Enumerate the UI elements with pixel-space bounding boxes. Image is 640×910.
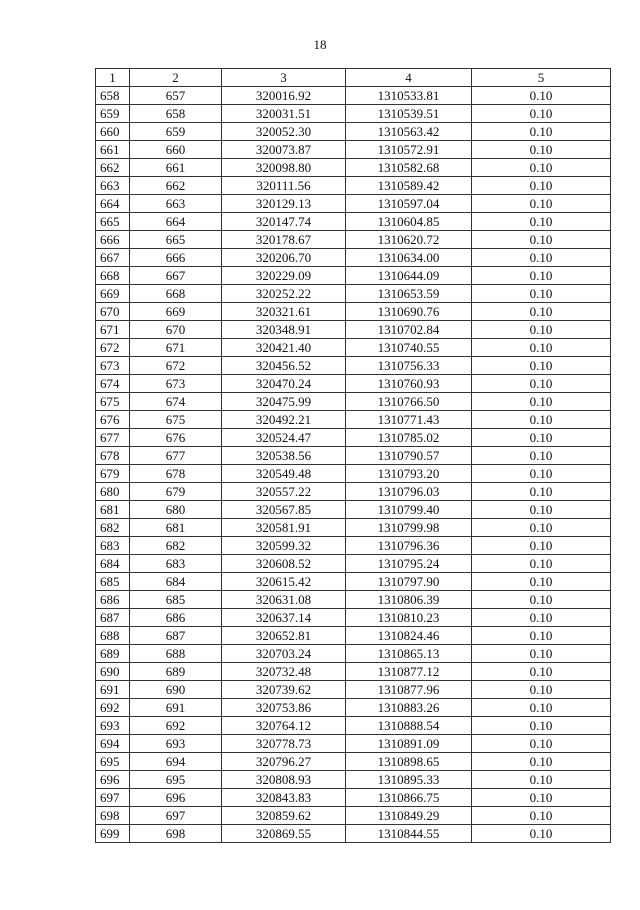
- table-row: [96, 159, 611, 177]
- table-row: [96, 429, 611, 447]
- table-cell: 320567.85: [222, 501, 346, 519]
- table-cell: 0.10: [472, 825, 611, 843]
- table-cell: 1310795.24: [346, 555, 472, 573]
- table-cell: 320111.56: [222, 177, 346, 195]
- table-cell: 0.10: [472, 483, 611, 501]
- table-cell: 1310620.72: [346, 231, 472, 249]
- table-cell: 1310796.36: [346, 537, 472, 555]
- table-body: [96, 87, 611, 843]
- table-cell: 660: [96, 123, 130, 141]
- table-cell: 693: [130, 735, 222, 753]
- table-cell: 661: [130, 159, 222, 177]
- table-cell: 674: [96, 375, 130, 393]
- table-cell: 688: [96, 627, 130, 645]
- table-cell: 1310563.42: [346, 123, 472, 141]
- table-cell: 687: [96, 609, 130, 627]
- table-cell: 685: [130, 591, 222, 609]
- table-cell: 669: [130, 303, 222, 321]
- table-row: [96, 339, 611, 357]
- table-row: [96, 141, 611, 159]
- table-cell: 320608.52: [222, 555, 346, 573]
- table-row: [96, 717, 611, 735]
- table-row: [96, 789, 611, 807]
- table-cell: 320753.86: [222, 699, 346, 717]
- table-cell: 1310883.26: [346, 699, 472, 717]
- table-row: [96, 285, 611, 303]
- table-cell: 1310582.68: [346, 159, 472, 177]
- table-cell: 1310824.46: [346, 627, 472, 645]
- table-cell: 320206.70: [222, 249, 346, 267]
- table-cell: 695: [96, 753, 130, 771]
- table-cell: 0.10: [472, 321, 611, 339]
- table-cell: 0.10: [472, 123, 611, 141]
- table-row: [96, 375, 611, 393]
- table-row: [96, 357, 611, 375]
- table-cell: 691: [96, 681, 130, 699]
- table-row: [96, 213, 611, 231]
- table-cell: 671: [96, 321, 130, 339]
- table-cell: 659: [96, 105, 130, 123]
- table-cell: 1310539.51: [346, 105, 472, 123]
- table-cell: 320631.08: [222, 591, 346, 609]
- table-cell: 672: [130, 357, 222, 375]
- table-cell: 1310790.57: [346, 447, 472, 465]
- table-cell: 0.10: [472, 357, 611, 375]
- table-cell: 1310634.00: [346, 249, 472, 267]
- table-cell: 320637.14: [222, 609, 346, 627]
- table-cell: 0.10: [472, 213, 611, 231]
- table-cell: 696: [96, 771, 130, 789]
- table-cell: 1310799.98: [346, 519, 472, 537]
- table-cell: 0.10: [472, 645, 611, 663]
- table-cell: 320475.99: [222, 393, 346, 411]
- table-cell: 692: [96, 699, 130, 717]
- table-row: [96, 303, 611, 321]
- table-row: [96, 447, 611, 465]
- table-row: [96, 231, 611, 249]
- table-row: [96, 753, 611, 771]
- table-cell: 0.10: [472, 393, 611, 411]
- table-cell: 320581.91: [222, 519, 346, 537]
- table-cell: 691: [130, 699, 222, 717]
- table-cell: 0.10: [472, 555, 611, 573]
- table-cell: 690: [130, 681, 222, 699]
- table-cell: 0.10: [472, 249, 611, 267]
- table-row: [96, 411, 611, 429]
- table-cell: 671: [130, 339, 222, 357]
- table-cell: 1310690.76: [346, 303, 472, 321]
- table-cell: 1310796.03: [346, 483, 472, 501]
- table-cell: 0.10: [472, 735, 611, 753]
- table-cell: 320492.21: [222, 411, 346, 429]
- table-cell: 665: [96, 213, 130, 231]
- table-cell: 665: [130, 231, 222, 249]
- table-cell: 670: [130, 321, 222, 339]
- table-cell: 675: [130, 411, 222, 429]
- table-cell: 320073.87: [222, 141, 346, 159]
- table-cell: 684: [96, 555, 130, 573]
- table-cell: 683: [96, 537, 130, 555]
- table-cell: 1310891.09: [346, 735, 472, 753]
- table-cell: 698: [96, 807, 130, 825]
- table-cell: 659: [130, 123, 222, 141]
- table-cell: 1310644.09: [346, 267, 472, 285]
- table-cell: 0.10: [472, 519, 611, 537]
- table-cell: 688: [130, 645, 222, 663]
- table-cell: 1310766.50: [346, 393, 472, 411]
- table-cell: 320129.13: [222, 195, 346, 213]
- table-row: [96, 771, 611, 789]
- table-cell: 1310740.55: [346, 339, 472, 357]
- column-header: 3: [222, 69, 346, 87]
- table-cell: 320703.24: [222, 645, 346, 663]
- table-cell: 687: [130, 627, 222, 645]
- table-cell: 0.10: [472, 303, 611, 321]
- table-cell: 674: [130, 393, 222, 411]
- table-cell: 683: [130, 555, 222, 573]
- table-cell: 0.10: [472, 789, 611, 807]
- table-cell: 1310865.13: [346, 645, 472, 663]
- page-number: 18: [313, 37, 327, 52]
- table-cell: 1310785.02: [346, 429, 472, 447]
- table-cell: 697: [130, 807, 222, 825]
- table-row: [96, 735, 611, 753]
- table-row: [96, 519, 611, 537]
- table-cell: 320599.32: [222, 537, 346, 555]
- table-cell: 675: [96, 393, 130, 411]
- table-cell: 1310810.23: [346, 609, 472, 627]
- table-row: [96, 681, 611, 699]
- table-cell: 672: [96, 339, 130, 357]
- table-cell: 663: [130, 195, 222, 213]
- table-cell: 320178.67: [222, 231, 346, 249]
- table-cell: 0.10: [472, 195, 611, 213]
- table-cell: 0.10: [472, 411, 611, 429]
- table-cell: 658: [96, 87, 130, 105]
- table-cell: 1310604.85: [346, 213, 472, 231]
- table-cell: 0.10: [472, 681, 611, 699]
- table-cell: 320470.24: [222, 375, 346, 393]
- table-cell: 320732.48: [222, 663, 346, 681]
- table-cell: 320764.12: [222, 717, 346, 735]
- table-cell: 660: [130, 141, 222, 159]
- table-cell: 0.10: [472, 105, 611, 123]
- table-cell: 664: [130, 213, 222, 231]
- table-cell: 0.10: [472, 375, 611, 393]
- table-cell: 1310756.33: [346, 357, 472, 375]
- table-cell: 664: [96, 195, 130, 213]
- column-header: 2: [130, 69, 222, 87]
- table-cell: 668: [130, 285, 222, 303]
- table-cell: 693: [96, 717, 130, 735]
- table-cell: 1310589.42: [346, 177, 472, 195]
- table-cell: 682: [96, 519, 130, 537]
- table-cell: 1310844.55: [346, 825, 472, 843]
- table-cell: 680: [96, 483, 130, 501]
- table-cell: 1310533.81: [346, 87, 472, 105]
- table-cell: 320557.22: [222, 483, 346, 501]
- table-cell: 692: [130, 717, 222, 735]
- table-cell: 677: [96, 429, 130, 447]
- table-cell: 1310849.29: [346, 807, 472, 825]
- table-cell: 320421.40: [222, 339, 346, 357]
- table-cell: 0.10: [472, 87, 611, 105]
- table-row: [96, 501, 611, 519]
- table-cell: 0.10: [472, 339, 611, 357]
- table-cell: 0.10: [472, 501, 611, 519]
- table-row: [96, 807, 611, 825]
- table-cell: 677: [130, 447, 222, 465]
- table-row: [96, 555, 611, 573]
- column-header: 5: [472, 69, 611, 87]
- table-cell: 320321.61: [222, 303, 346, 321]
- table-cell: 320524.47: [222, 429, 346, 447]
- table-cell: 1310702.84: [346, 321, 472, 339]
- table-cell: 0.10: [472, 447, 611, 465]
- table-cell: 678: [96, 447, 130, 465]
- table-cell: 0.10: [472, 537, 611, 555]
- table-cell: 0.10: [472, 627, 611, 645]
- table-row: [96, 105, 611, 123]
- table-cell: 699: [96, 825, 130, 843]
- table-cell: 680: [130, 501, 222, 519]
- table-cell: 698: [130, 825, 222, 843]
- table-row: [96, 465, 611, 483]
- table-row: [96, 321, 611, 339]
- table-cell: 0.10: [472, 753, 611, 771]
- table-row: [96, 591, 611, 609]
- table-cell: 682: [130, 537, 222, 555]
- table-cell: 320843.83: [222, 789, 346, 807]
- table-cell: 1310572.91: [346, 141, 472, 159]
- table-cell: 0.10: [472, 285, 611, 303]
- column-header: 1: [96, 69, 130, 87]
- table-cell: 0.10: [472, 771, 611, 789]
- table-cell: 1310797.90: [346, 573, 472, 591]
- table-cell: 681: [96, 501, 130, 519]
- table-cell: 686: [96, 591, 130, 609]
- table-cell: 662: [96, 159, 130, 177]
- table-cell: 694: [96, 735, 130, 753]
- table-cell: 686: [130, 609, 222, 627]
- table-cell: 667: [96, 249, 130, 267]
- table-cell: 320652.81: [222, 627, 346, 645]
- table-cell: 676: [130, 429, 222, 447]
- table-cell: 0.10: [472, 159, 611, 177]
- table-row: [96, 627, 611, 645]
- table-cell: 1310806.39: [346, 591, 472, 609]
- table-cell: 670: [96, 303, 130, 321]
- table-cell: 0.10: [472, 573, 611, 591]
- table-cell: 676: [96, 411, 130, 429]
- table-cell: 697: [96, 789, 130, 807]
- table-cell: 663: [96, 177, 130, 195]
- table-cell: 320147.74: [222, 213, 346, 231]
- table-cell: 320778.73: [222, 735, 346, 753]
- table-cell: 662: [130, 177, 222, 195]
- table-cell: 320052.30: [222, 123, 346, 141]
- table-cell: 1310877.12: [346, 663, 472, 681]
- table-cell: 673: [130, 375, 222, 393]
- table-cell: 666: [96, 231, 130, 249]
- table-cell: 694: [130, 753, 222, 771]
- table-row: [96, 537, 611, 555]
- table-row: [96, 609, 611, 627]
- coordinates-table: [95, 68, 611, 843]
- table-cell: 1310799.40: [346, 501, 472, 519]
- table-cell: 0.10: [472, 609, 611, 627]
- table-cell: 689: [96, 645, 130, 663]
- table-row: [96, 483, 611, 501]
- table-cell: 690: [96, 663, 130, 681]
- table-cell: 661: [96, 141, 130, 159]
- table-row: [96, 195, 611, 213]
- table-cell: 1310866.75: [346, 789, 472, 807]
- table-cell: 320869.55: [222, 825, 346, 843]
- table-row: [96, 645, 611, 663]
- table-row: [96, 663, 611, 681]
- table-cell: 320016.92: [222, 87, 346, 105]
- table-cell: 320615.42: [222, 573, 346, 591]
- table-cell: 0.10: [472, 177, 611, 195]
- table-cell: 1310771.43: [346, 411, 472, 429]
- table-cell: 0.10: [472, 663, 611, 681]
- table-cell: 320348.91: [222, 321, 346, 339]
- table-cell: 320252.22: [222, 285, 346, 303]
- table-cell: 1310888.54: [346, 717, 472, 735]
- table-cell: 1310597.04: [346, 195, 472, 213]
- table-cell: 657: [130, 87, 222, 105]
- table-row: [96, 825, 611, 843]
- table-cell: 695: [130, 771, 222, 789]
- table-cell: 320739.62: [222, 681, 346, 699]
- table-cell: 667: [130, 267, 222, 285]
- table-cell: 320549.48: [222, 465, 346, 483]
- table-cell: 678: [130, 465, 222, 483]
- table-cell: 320796.27: [222, 753, 346, 771]
- table-cell: 0.10: [472, 699, 611, 717]
- table-cell: 1310877.96: [346, 681, 472, 699]
- table-cell: 320538.56: [222, 447, 346, 465]
- table-cell: 1310793.20: [346, 465, 472, 483]
- table-cell: 679: [96, 465, 130, 483]
- table-cell: 696: [130, 789, 222, 807]
- table-cell: 0.10: [472, 807, 611, 825]
- table-cell: 320229.09: [222, 267, 346, 285]
- table-row: [96, 123, 611, 141]
- table-cell: 0.10: [472, 717, 611, 735]
- table-cell: 685: [96, 573, 130, 591]
- table-cell: 681: [130, 519, 222, 537]
- table-cell: 1310760.93: [346, 375, 472, 393]
- table-cell: 0.10: [472, 429, 611, 447]
- table-row: [96, 699, 611, 717]
- table-row: [96, 267, 611, 285]
- table-cell: 1310898.65: [346, 753, 472, 771]
- column-header: 4: [346, 69, 472, 87]
- table-row: [96, 249, 611, 267]
- table-cell: 0.10: [472, 231, 611, 249]
- table-cell: 669: [96, 285, 130, 303]
- table-row: [96, 87, 611, 105]
- table-cell: 0.10: [472, 591, 611, 609]
- table-row: [96, 177, 611, 195]
- table-cell: 1310895.33: [346, 771, 472, 789]
- table-cell: 320098.80: [222, 159, 346, 177]
- table-cell: 689: [130, 663, 222, 681]
- table-cell: 668: [96, 267, 130, 285]
- table-cell: 320456.52: [222, 357, 346, 375]
- table-cell: 320808.93: [222, 771, 346, 789]
- table-cell: 320859.62: [222, 807, 346, 825]
- table-cell: 0.10: [472, 141, 611, 159]
- table-cell: 684: [130, 573, 222, 591]
- table-cell: 679: [130, 483, 222, 501]
- table-row: [96, 573, 611, 591]
- table-cell: 673: [96, 357, 130, 375]
- table-cell: 666: [130, 249, 222, 267]
- table-row: [96, 393, 611, 411]
- table-header-row: [96, 69, 611, 87]
- table-cell: 0.10: [472, 267, 611, 285]
- table-cell: 1310653.59: [346, 285, 472, 303]
- table-cell: 0.10: [472, 465, 611, 483]
- table-cell: 658: [130, 105, 222, 123]
- table-cell: 320031.51: [222, 105, 346, 123]
